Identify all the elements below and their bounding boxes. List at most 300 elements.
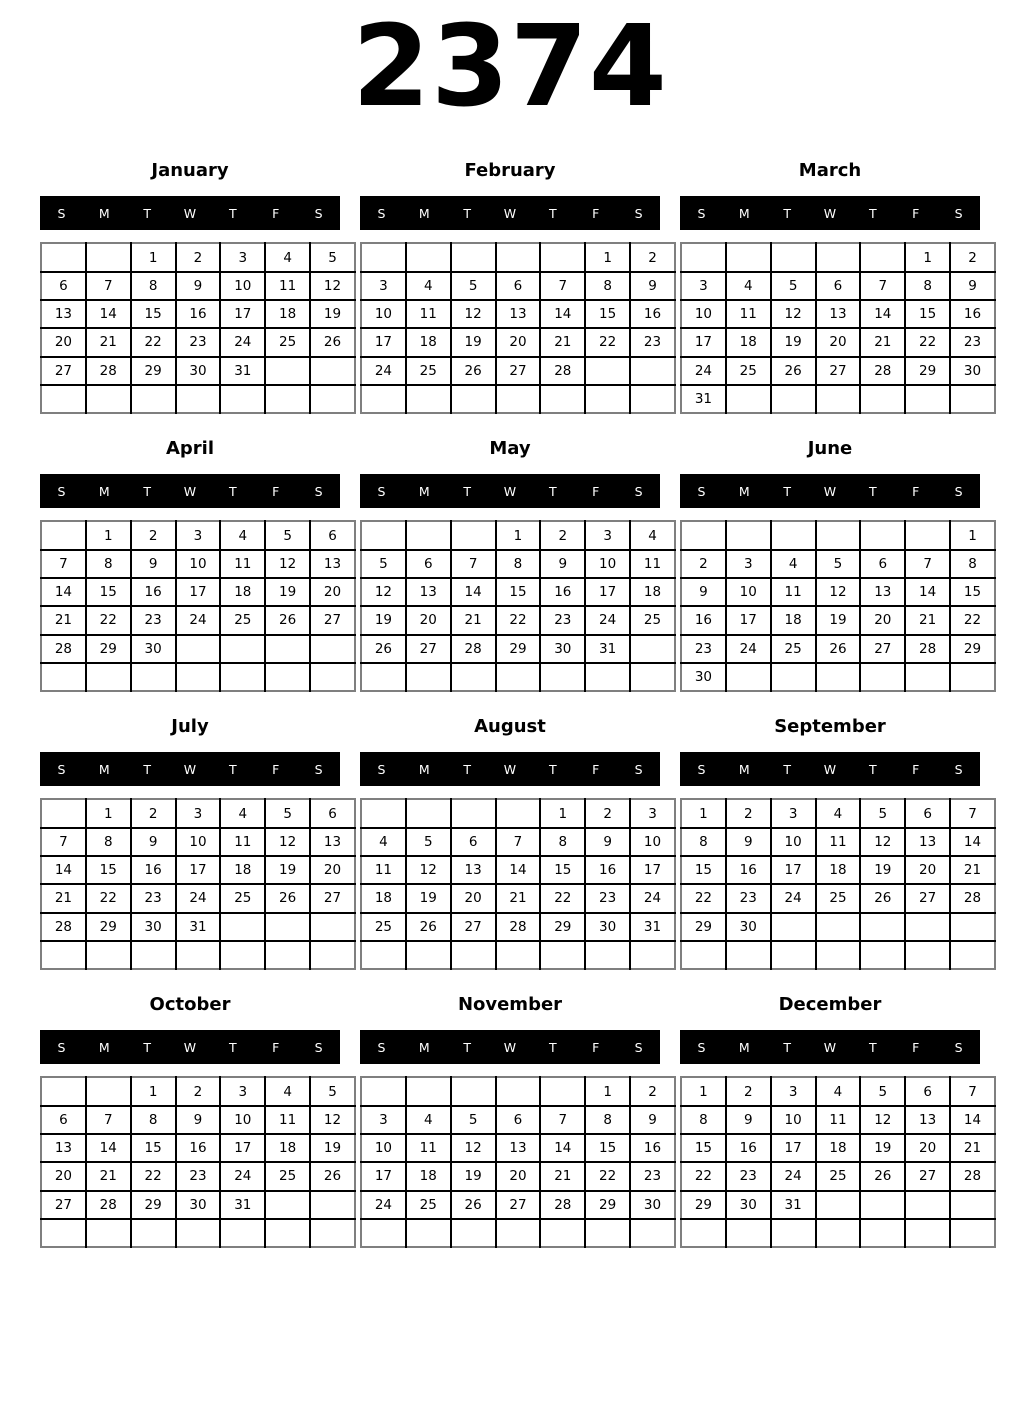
day-cell: 29 — [540, 913, 585, 941]
day-cell: 8 — [86, 550, 131, 578]
day-cell: 31 — [771, 1191, 816, 1219]
day-cell: 27 — [496, 1191, 541, 1219]
day-cell: 5 — [265, 799, 310, 827]
day-cell: 5 — [310, 243, 355, 271]
weekday-label: T — [229, 761, 237, 777]
empty-day-cell — [726, 243, 771, 271]
day-cell: 21 — [860, 328, 905, 356]
week-row — [681, 1191, 995, 1219]
week-row — [681, 385, 995, 413]
day-cell: 12 — [860, 828, 905, 856]
week-row — [361, 1162, 675, 1190]
day-cell: 23 — [681, 635, 726, 663]
day-cell: 5 — [816, 550, 861, 578]
day-cell: 27 — [310, 606, 355, 634]
day-cell: 5 — [451, 1106, 496, 1134]
day-cell: 18 — [406, 1162, 451, 1190]
week-row — [41, 1077, 355, 1105]
day-cell: 3 — [220, 1077, 265, 1105]
empty-day-cell — [451, 1219, 496, 1247]
day-cell: 7 — [860, 272, 905, 300]
day-cell: 3 — [176, 799, 221, 827]
empty-day-cell — [265, 1219, 310, 1247]
month-date-grid — [40, 242, 356, 414]
week-row — [681, 1219, 995, 1247]
day-cell: 6 — [406, 550, 451, 578]
day-cell: 28 — [41, 635, 86, 663]
day-cell: 14 — [86, 1134, 131, 1162]
day-cell: 2 — [131, 521, 176, 549]
weekday-label: S — [314, 483, 323, 499]
empty-day-cell — [860, 521, 905, 549]
week-row — [41, 1219, 355, 1247]
day-cell: 12 — [771, 300, 816, 328]
day-cell: 8 — [131, 1106, 176, 1134]
week-row — [361, 1077, 675, 1105]
day-cell: 11 — [361, 856, 406, 884]
day-cell: 16 — [950, 300, 995, 328]
day-cell: 30 — [681, 663, 726, 691]
day-cell: 17 — [630, 856, 675, 884]
day-cell: 20 — [310, 578, 355, 606]
empty-day-cell — [361, 663, 406, 691]
month-july — [40, 716, 340, 982]
day-cell: 12 — [361, 578, 406, 606]
week-row — [361, 856, 675, 884]
day-cell: 22 — [585, 328, 630, 356]
week-row — [681, 578, 995, 606]
empty-day-cell — [406, 1219, 451, 1247]
day-cell: 31 — [585, 635, 630, 663]
weekday-label: S — [697, 205, 706, 221]
day-cell: 24 — [726, 635, 771, 663]
empty-day-cell — [220, 941, 265, 969]
week-row — [41, 799, 355, 827]
day-cell: 5 — [860, 1077, 905, 1105]
weekday-label: F — [592, 1039, 600, 1055]
day-cell: 1 — [86, 799, 131, 827]
weekday-label: T — [143, 761, 151, 777]
empty-day-cell — [681, 521, 726, 549]
week-row — [681, 328, 995, 356]
month-august — [360, 716, 660, 982]
day-cell: 1 — [131, 243, 176, 271]
day-cell: 5 — [406, 828, 451, 856]
day-cell: 28 — [950, 884, 995, 912]
day-cell: 15 — [905, 300, 950, 328]
empty-day-cell — [86, 941, 131, 969]
empty-day-cell — [950, 1219, 995, 1247]
day-cell: 14 — [41, 856, 86, 884]
empty-day-cell — [265, 357, 310, 385]
empty-day-cell — [41, 799, 86, 827]
day-cell: 25 — [816, 1162, 861, 1190]
week-row — [361, 243, 675, 271]
day-cell: 6 — [905, 1077, 950, 1105]
day-cell: 1 — [496, 521, 541, 549]
day-cell: 24 — [771, 1162, 816, 1190]
day-cell: 23 — [630, 328, 675, 356]
week-row — [681, 856, 995, 884]
empty-day-cell — [406, 941, 451, 969]
week-row — [41, 300, 355, 328]
day-cell: 31 — [220, 1191, 265, 1219]
day-cell: 14 — [540, 1134, 585, 1162]
weekday-label: S — [697, 483, 706, 499]
day-cell: 26 — [310, 1162, 355, 1190]
day-cell: 29 — [86, 913, 131, 941]
month-title: June — [807, 438, 853, 460]
weekday-label: T — [463, 483, 471, 499]
day-cell: 22 — [681, 884, 726, 912]
day-cell: 24 — [220, 328, 265, 356]
day-cell: 7 — [86, 1106, 131, 1134]
year-title: 2374 — [352, 2, 668, 132]
empty-day-cell — [540, 941, 585, 969]
day-cell: 2 — [630, 1077, 675, 1105]
day-cell: 24 — [220, 1162, 265, 1190]
day-cell: 19 — [451, 1162, 496, 1190]
day-cell: 1 — [131, 1077, 176, 1105]
day-cell: 20 — [816, 328, 861, 356]
day-cell: 9 — [131, 550, 176, 578]
weekday-label: W — [503, 1039, 517, 1055]
day-cell: 18 — [361, 884, 406, 912]
weekday-label: S — [314, 1039, 323, 1055]
month-february — [360, 160, 660, 426]
weekday-label: S — [57, 205, 66, 221]
day-cell: 12 — [310, 1106, 355, 1134]
empty-day-cell — [905, 1191, 950, 1219]
week-row — [361, 521, 675, 549]
day-cell: 3 — [220, 243, 265, 271]
weekday-label: T — [549, 205, 557, 221]
weekday-header-bar — [360, 1030, 660, 1064]
empty-day-cell — [905, 663, 950, 691]
day-cell: 5 — [451, 272, 496, 300]
day-cell: 28 — [86, 1191, 131, 1219]
day-cell: 12 — [860, 1106, 905, 1134]
empty-day-cell — [540, 1077, 585, 1105]
weekday-label: T — [549, 483, 557, 499]
day-cell: 2 — [726, 1077, 771, 1105]
day-cell: 3 — [585, 521, 630, 549]
day-cell: 25 — [406, 357, 451, 385]
day-cell: 26 — [451, 357, 496, 385]
month-december — [680, 994, 980, 1260]
empty-day-cell — [131, 385, 176, 413]
day-cell: 13 — [41, 300, 86, 328]
day-cell: 14 — [496, 856, 541, 884]
day-cell: 27 — [451, 913, 496, 941]
day-cell: 28 — [41, 913, 86, 941]
empty-day-cell — [950, 385, 995, 413]
empty-day-cell — [451, 799, 496, 827]
week-row — [681, 884, 995, 912]
day-cell: 10 — [585, 550, 630, 578]
weekday-header-bar — [360, 196, 660, 230]
day-cell: 25 — [630, 606, 675, 634]
day-cell: 20 — [406, 606, 451, 634]
day-cell: 29 — [585, 1191, 630, 1219]
day-cell: 13 — [310, 550, 355, 578]
day-cell: 13 — [310, 828, 355, 856]
weekday-header-bar — [40, 474, 340, 508]
empty-day-cell — [905, 1219, 950, 1247]
day-cell: 10 — [176, 550, 221, 578]
day-cell: 23 — [131, 884, 176, 912]
empty-day-cell — [905, 941, 950, 969]
week-row — [361, 1219, 675, 1247]
day-cell: 21 — [540, 328, 585, 356]
day-cell: 14 — [41, 578, 86, 606]
day-cell: 7 — [451, 550, 496, 578]
empty-day-cell — [41, 1077, 86, 1105]
day-cell: 20 — [905, 856, 950, 884]
day-cell: 19 — [310, 300, 355, 328]
day-cell: 17 — [220, 300, 265, 328]
month-date-grid — [680, 520, 996, 692]
empty-day-cell — [950, 941, 995, 969]
weekday-label: M — [418, 483, 430, 499]
day-cell: 11 — [726, 300, 771, 328]
weekday-label: S — [57, 761, 66, 777]
day-cell: 2 — [540, 521, 585, 549]
week-row — [41, 1191, 355, 1219]
empty-day-cell — [86, 1219, 131, 1247]
empty-day-cell — [905, 521, 950, 549]
day-cell: 14 — [86, 300, 131, 328]
day-cell: 8 — [950, 550, 995, 578]
weekday-label: M — [738, 205, 750, 221]
day-cell: 12 — [451, 300, 496, 328]
month-date-grid — [40, 520, 356, 692]
empty-day-cell — [771, 243, 816, 271]
day-cell: 31 — [681, 385, 726, 413]
day-cell: 27 — [406, 635, 451, 663]
day-cell: 23 — [131, 606, 176, 634]
empty-day-cell — [265, 663, 310, 691]
day-cell: 16 — [726, 1134, 771, 1162]
week-row — [41, 328, 355, 356]
day-cell: 7 — [905, 550, 950, 578]
day-cell: 15 — [585, 1134, 630, 1162]
weekday-label: S — [57, 483, 66, 499]
empty-day-cell — [361, 799, 406, 827]
day-cell: 23 — [630, 1162, 675, 1190]
weekday-label: F — [592, 205, 600, 221]
day-cell: 3 — [176, 521, 221, 549]
empty-day-cell — [630, 357, 675, 385]
empty-day-cell — [265, 635, 310, 663]
weekday-label: M — [738, 761, 750, 777]
empty-day-cell — [310, 1191, 355, 1219]
weekday-label: W — [823, 761, 837, 777]
day-cell: 29 — [681, 913, 726, 941]
empty-day-cell — [771, 913, 816, 941]
day-cell: 10 — [630, 828, 675, 856]
week-row — [361, 1106, 675, 1134]
empty-day-cell — [585, 357, 630, 385]
day-cell: 25 — [771, 635, 816, 663]
day-cell: 20 — [496, 1162, 541, 1190]
empty-day-cell — [220, 663, 265, 691]
day-cell: 2 — [630, 243, 675, 271]
day-cell: 10 — [726, 578, 771, 606]
month-title: September — [774, 716, 886, 738]
day-cell: 15 — [585, 300, 630, 328]
day-cell: 19 — [265, 856, 310, 884]
empty-day-cell — [406, 385, 451, 413]
weekday-label: S — [954, 1039, 963, 1055]
day-cell: 13 — [496, 300, 541, 328]
day-cell: 8 — [905, 272, 950, 300]
weekday-label: F — [592, 761, 600, 777]
day-cell: 3 — [630, 799, 675, 827]
day-cell: 23 — [585, 884, 630, 912]
day-cell: 30 — [585, 913, 630, 941]
day-cell: 30 — [540, 635, 585, 663]
day-cell: 1 — [950, 521, 995, 549]
empty-day-cell — [950, 663, 995, 691]
day-cell: 19 — [771, 328, 816, 356]
day-cell: 25 — [406, 1191, 451, 1219]
weekday-label: F — [912, 1039, 920, 1055]
day-cell: 4 — [220, 521, 265, 549]
day-cell: 1 — [905, 243, 950, 271]
day-cell: 2 — [726, 799, 771, 827]
weekday-label: W — [183, 483, 197, 499]
week-row — [361, 884, 675, 912]
empty-day-cell — [361, 243, 406, 271]
week-row — [361, 578, 675, 606]
weekday-label: S — [954, 483, 963, 499]
day-cell: 9 — [131, 828, 176, 856]
weekday-label: S — [57, 1039, 66, 1055]
day-cell: 4 — [816, 1077, 861, 1105]
day-cell: 14 — [860, 300, 905, 328]
day-cell: 2 — [950, 243, 995, 271]
day-cell: 19 — [361, 606, 406, 634]
day-cell: 8 — [585, 272, 630, 300]
empty-day-cell — [860, 243, 905, 271]
empty-day-cell — [310, 941, 355, 969]
day-cell: 16 — [131, 578, 176, 606]
day-cell: 22 — [585, 1162, 630, 1190]
month-title: May — [489, 438, 531, 460]
empty-day-cell — [176, 385, 221, 413]
months-grid — [0, 160, 1020, 1260]
weekday-label: S — [634, 1039, 643, 1055]
week-row — [681, 799, 995, 827]
weekday-label: M — [98, 1039, 110, 1055]
day-cell: 21 — [540, 1162, 585, 1190]
week-row — [41, 578, 355, 606]
day-cell: 25 — [220, 606, 265, 634]
month-date-grid — [680, 1076, 996, 1248]
week-row — [41, 913, 355, 941]
empty-day-cell — [540, 385, 585, 413]
day-cell: 27 — [41, 357, 86, 385]
empty-day-cell — [265, 385, 310, 413]
day-cell: 13 — [406, 578, 451, 606]
day-cell: 24 — [585, 606, 630, 634]
month-date-grid — [360, 1076, 676, 1248]
day-cell: 18 — [726, 328, 771, 356]
weekday-label: F — [912, 205, 920, 221]
empty-day-cell — [860, 1219, 905, 1247]
day-cell: 2 — [176, 243, 221, 271]
weekday-label: M — [98, 483, 110, 499]
day-cell: 2 — [681, 550, 726, 578]
day-cell: 11 — [816, 828, 861, 856]
month-march — [680, 160, 980, 426]
day-cell: 3 — [726, 550, 771, 578]
day-cell: 23 — [950, 328, 995, 356]
day-cell: 30 — [176, 357, 221, 385]
empty-day-cell — [816, 663, 861, 691]
empty-day-cell — [310, 635, 355, 663]
day-cell: 11 — [220, 550, 265, 578]
day-cell: 1 — [585, 243, 630, 271]
day-cell: 19 — [860, 1134, 905, 1162]
week-row — [41, 357, 355, 385]
day-cell: 24 — [630, 884, 675, 912]
weekday-label: T — [463, 205, 471, 221]
empty-day-cell — [176, 1219, 221, 1247]
day-cell: 15 — [131, 300, 176, 328]
day-cell: 22 — [950, 606, 995, 634]
weekday-label: W — [503, 761, 517, 777]
month-october — [40, 994, 340, 1260]
weekday-label: M — [418, 205, 430, 221]
empty-day-cell — [220, 913, 265, 941]
empty-day-cell — [451, 521, 496, 549]
weekday-label: T — [143, 483, 151, 499]
day-cell: 5 — [310, 1077, 355, 1105]
day-cell: 14 — [950, 1106, 995, 1134]
empty-day-cell — [41, 941, 86, 969]
empty-day-cell — [771, 385, 816, 413]
weekday-label: S — [377, 1039, 386, 1055]
empty-day-cell — [496, 1077, 541, 1105]
empty-day-cell — [310, 913, 355, 941]
weekday-label: F — [592, 483, 600, 499]
day-cell: 26 — [816, 635, 861, 663]
empty-day-cell — [220, 635, 265, 663]
empty-day-cell — [950, 913, 995, 941]
day-cell: 7 — [41, 550, 86, 578]
day-cell: 12 — [310, 272, 355, 300]
day-cell: 4 — [771, 550, 816, 578]
day-cell: 19 — [265, 578, 310, 606]
day-cell: 17 — [176, 856, 221, 884]
week-row — [41, 1106, 355, 1134]
empty-day-cell — [681, 1219, 726, 1247]
week-row — [681, 663, 995, 691]
day-cell: 27 — [41, 1191, 86, 1219]
day-cell: 11 — [265, 1106, 310, 1134]
weekday-label: S — [314, 205, 323, 221]
month-title: August — [474, 716, 546, 738]
weekday-label: T — [229, 483, 237, 499]
day-cell: 28 — [540, 357, 585, 385]
empty-day-cell — [771, 521, 816, 549]
day-cell: 13 — [905, 1106, 950, 1134]
day-cell: 30 — [131, 913, 176, 941]
weekday-label: S — [697, 1039, 706, 1055]
day-cell: 23 — [176, 1162, 221, 1190]
